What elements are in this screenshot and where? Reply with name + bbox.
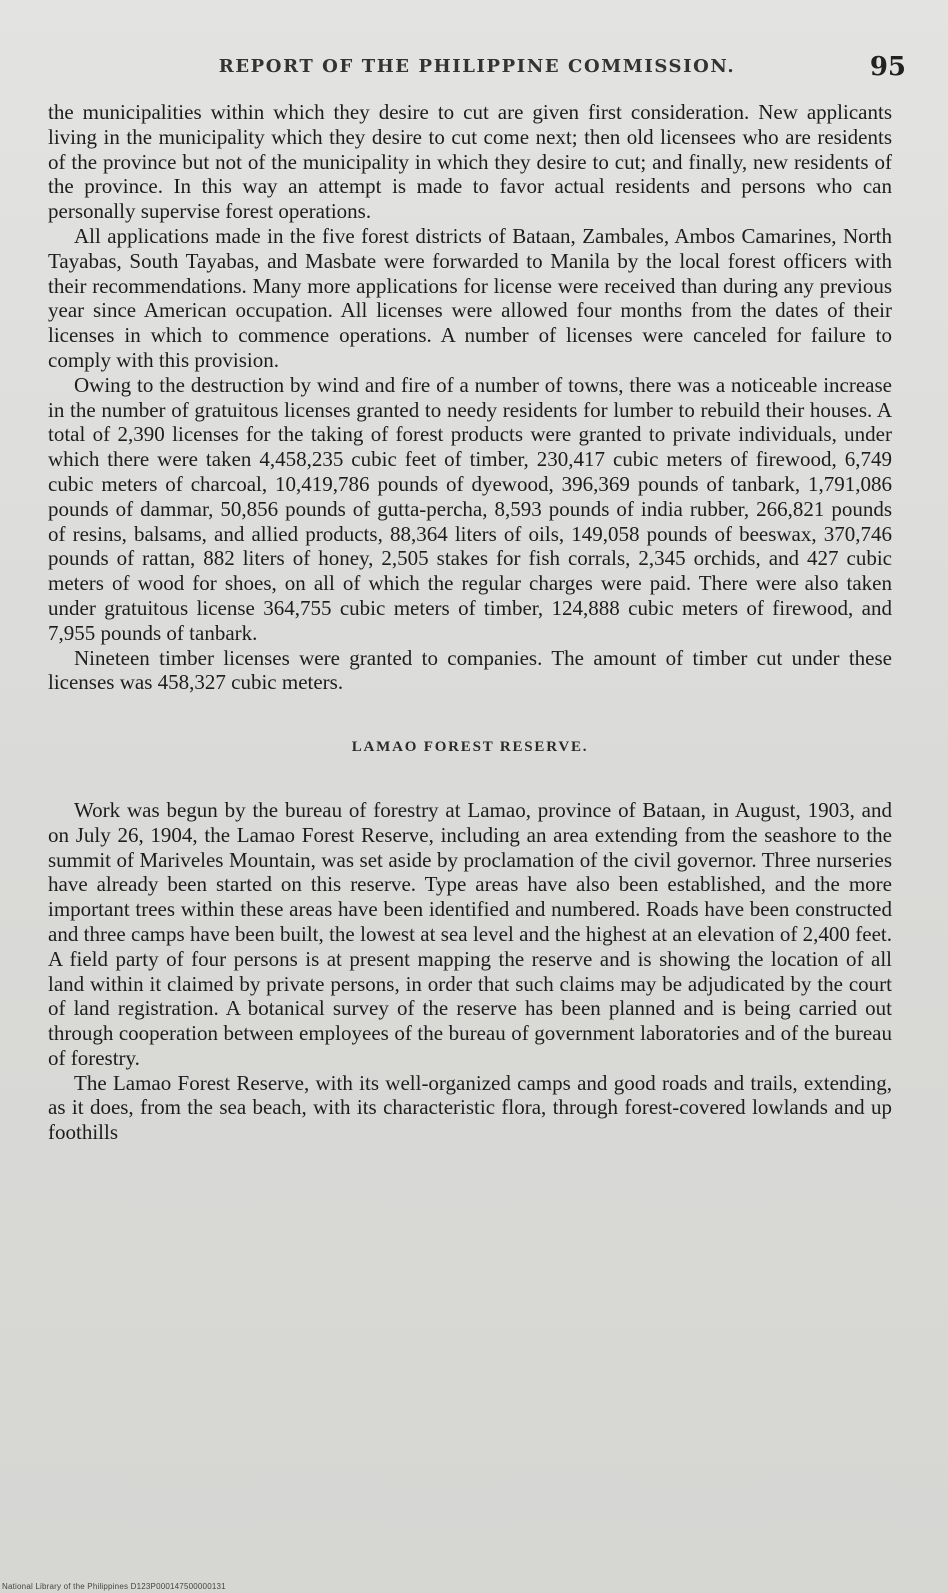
paragraph-municipal-priority: the municipalities within which they desire to cut are given first consideration. New applicants living in the municipality which they desire to cut come next; then old licensees who are residents of the province but not of the municipality in which they desire to cut; and finally, new residents of the province. In this way an attempt is made to favor actual residents and persons who can personally supervise forest operations. — [48, 100, 892, 224]
paragraph-timber-companies: Nineteen timber licenses were granted to companies. The amount of timber cut under these licenses was 458,327 cubic meters. — [48, 645, 892, 695]
page-number: 95 — [869, 52, 906, 82]
paragraph-lamao-reserve: The Lamao Forest Reserve, with its well-organized camps and good roads and trails, extending, as it does, from the sea beach, with its characteristic flora, through forest-covered lowlands and up foothills — [48, 1070, 892, 1145]
paragraph-gratuitous-licenses: Owing to the destruction by wind and fire of a number of towns, there was a noticeable increase in the number of gratuitous licenses granted to needy residents for lumber to rebuild their houses. A total of 2,390 licenses for the taking of forest products were granted to private individuals, under which there were taken 4,458,235 cubic feet of timber, 230,417 cubic meters of firewood, 6,749 cubic meters of charcoal, 10,419,786 pounds of dyewood, 396,369 pounds of tanbark, 1,791,086 pounds of dammar, 50,856 pounds of gutta-percha, 8,593 pounds of india rubber, 266,821 pounds of resins, balsams, and allied products, 88,364 liters of oils, 149,058 pounds of beeswax, 370,746 pounds of rattan, 882 liters of honey, 2,505 stakes for fish corrals, 2,345 orchids, and 427 cubic meters of wood for shoes, on all of which the regular charges were paid. There were also taken under gratuitous license 364,755 cubic meters of timber, 124,888 cubic meters of firewood, and 7,955 pounds of tanbark. — [48, 372, 892, 645]
scan-source-note: National Library of the Philippines D123P000147500000131 — [2, 1582, 226, 1591]
running-head: REPORT OF THE PHILIPPINE COMMISSION. — [218, 56, 736, 77]
paragraph-lamao-work: Work was begun by the bureau of forestry at Lamao, province of Bataan, in August, 1903, and on July 26, 1904, the Lamao Forest Reserve, including an area extending from the seashore to the summit of Mariveles Mountain, was set aside by proclamation of the civil governor. Three nurseries have already been started on this reserve. Type areas have also been established, and the more important trees within these areas have been identified and numbered. Roads have been constructed and three camps have been built, the lowest at sea level and the highest at an elevation of 2,400 feet. A field party of four persons is at present mapping the reserve and is showing the location of all land within it claimed by private persons, in order that such claims may be adjudicated by the court of land registration. A botanical survey of the reserve has been planned and is being carried out through cooperation between employees of the bureau of government laboratories and of the bureau of forestry. — [48, 797, 892, 1070]
body-text — [48, 100, 892, 1145]
page-header — [48, 52, 906, 96]
paragraph-applications: All applications made in the five forest districts of Bataan, Zambales, Ambos Camarines, North Tayabas, South Tayabas, and Masbate were forwarded to Manila by the local forest officers with their recommendations. Many more applications for license were received than during any previous year since American occupation. All licenses were allowed four months from the dates of their licenses in which to commence operations. A number of licenses were canceled for failure to comply with this provision. — [48, 223, 892, 372]
section-heading-lamao: LAMAO FOREST RESERVE. — [351, 739, 589, 756]
